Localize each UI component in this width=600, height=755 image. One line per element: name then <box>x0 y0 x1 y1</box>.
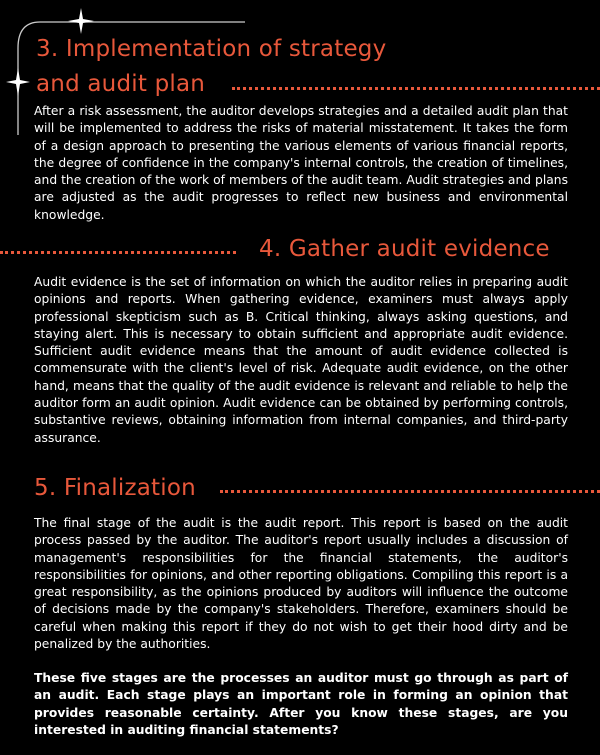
dotted-divider <box>232 87 600 90</box>
section-body: The final stage of the audit is the audit report. This report is based on the audit process passed by the auditor. The auditor's report usually includes a discussion of management's responsibilities for the financial statements, the auditor's responsibilities for opinions, and other reporting obligations. Compiling this report is a great responsibility, as the opinions produced by auditors will influence the outcome of decisions made by the company's stakeholders. Therefore, examiners should be careful when making this report if they do not wish to get their hood dirty and be penalized by the authorities. <box>34 516 568 652</box>
sparkle-icon <box>68 8 94 34</box>
section-heading: and audit plan <box>36 71 206 97</box>
section-heading: 3. Implementation of strategy <box>36 36 387 62</box>
section-body: After a risk assessment, the auditor develops strategies and a detailed audit plan that will be implemented to address the risks of material misstatement. It takes the form of a design approach to presenting the various elements of various financial reports, the degree of confidence in the company's internal controls, the creation of timelines, and the creation of the work of members of the audit team. Audit strategies and plans are adjusted as the audit progresses to reflect new business and environmental knowledge. <box>34 104 568 222</box>
dotted-divider <box>0 251 236 254</box>
section-body: Audit evidence is the set of information on which the auditor relies in preparing audit opinions and reports. When gathering evidence, examiners must always apply professional skepticism such as B. Critical thinking, always asking questions, and staying alert. This is necessary to obtain sufficient and appropriate audit evidence. Sufficient audit evidence means that the amount of audit evidence collected is commensurate with the client's level of risk. Adequate audit evidence, on the other hand, means that the quality of the audit evidence is relevant and reliable to help the auditor form an audit opinion. Audit evidence can be obtained by performing controls, substantive reviews, obtaining information from internal companies, and third-party assurance. <box>34 275 568 445</box>
dotted-divider <box>220 490 600 493</box>
section-heading: 4. Gather audit evidence <box>259 236 550 262</box>
conclusion-text: These five stages are the processes an auditor must go through as part of an audit. Each stage plays an important role in forming an opinion that provides reasonable certainty. After you know these stages, are you interested in auditing financial statements? <box>34 671 568 737</box>
section-heading: 5. Finalization <box>34 475 196 501</box>
sparkle-icon <box>6 68 30 96</box>
